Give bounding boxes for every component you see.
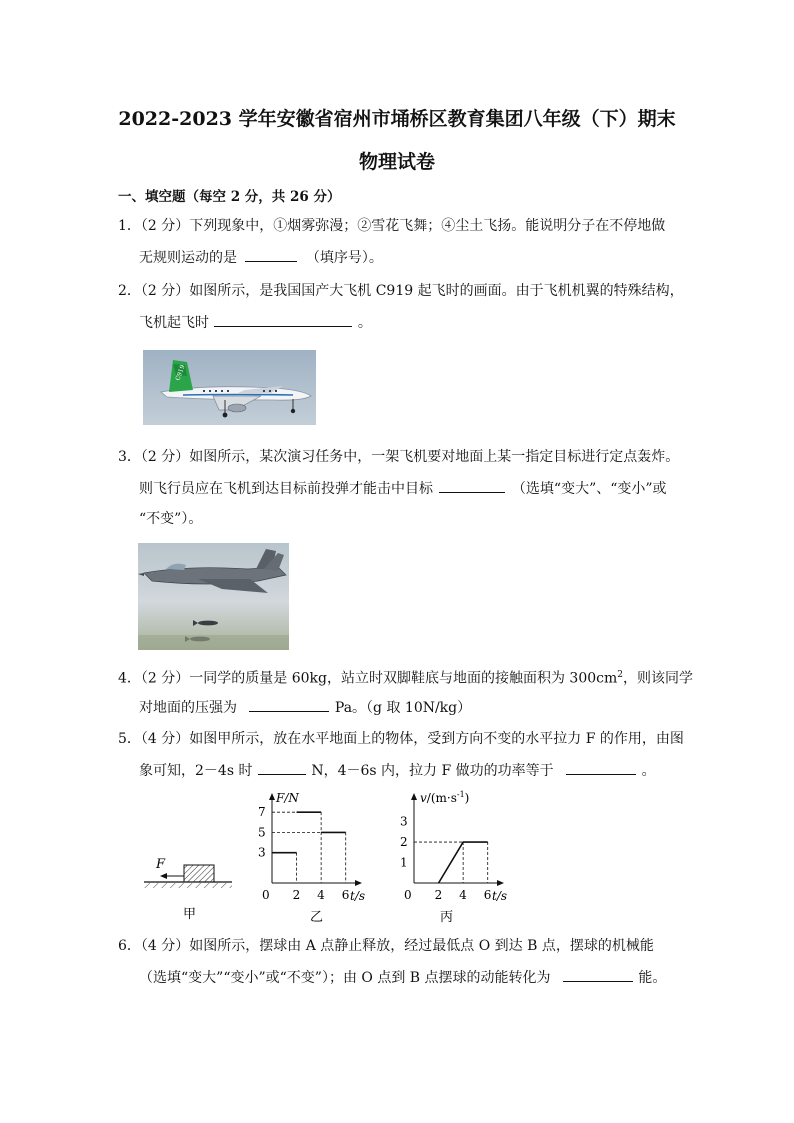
bing-caption: 丙	[440, 910, 454, 925]
q3-text-b: （选填“变大”、“变小”或	[511, 481, 667, 497]
section-heading: 一、填空题（每空 2 分，共 26 分）	[118, 189, 341, 205]
yi-x-axis-label: t/s	[350, 889, 366, 903]
q3-answer-blank[interactable]	[439, 478, 505, 493]
q2-line2	[139, 312, 372, 333]
caption-jia: 甲	[183, 907, 197, 920]
q5-text-a: 象可知，2－4s 时	[139, 763, 253, 779]
exam-title-line1: 2022-2023 学年安徽省宿州市埇桥区教育集团八年级（下）期末	[118, 108, 676, 130]
yi-x-tick-label: 0	[262, 888, 270, 902]
q5-line1: 5．（4 分）如图甲所示，放在水平地面上的物体，受到方向不变的水平拉力 F 的作用，由图	[118, 731, 684, 747]
q2-line1: 2．（2 分）如图所示，是我国国产大飞机 C919 起飞时的画面。由于飞机机翼的特殊结构，	[118, 283, 684, 299]
q2-answer-blank[interactable]	[214, 312, 352, 327]
bing-y-tick-label: 2	[400, 835, 408, 850]
bing-y-tick-label: 3	[400, 814, 408, 829]
q3-line1: 3．（2 分）如图所示，某次演习任务中，一架飞机要对地面上某一指定目标进行定点轰炸。	[118, 449, 680, 465]
c919-airplane-photo	[143, 350, 316, 425]
fighter-jet-bombing-photo	[138, 543, 289, 650]
bing-x-tick-label: 6	[483, 888, 492, 902]
yi-y-tick-label: 3	[258, 845, 266, 860]
q4-line1	[118, 665, 693, 689]
bing-y-tick-label: 1	[400, 855, 408, 870]
bing-x-tick-label: 2	[434, 888, 443, 902]
yi-x-arrow	[355, 880, 362, 886]
ground-hatch	[144, 883, 232, 888]
q5-text-b: N，4－6s 内，拉力 F 做功的功率等于	[311, 763, 554, 779]
yi-caption: 乙	[310, 910, 324, 925]
bing-x-tick-label: 0	[404, 888, 412, 902]
q4-text-d: Pa。（g 取 10N/kg）	[334, 700, 472, 716]
q4-text-b: ，则该同学	[623, 670, 693, 687]
q1-line2	[139, 247, 383, 268]
yi-y-tick-label: 5	[258, 825, 266, 840]
yi-y-tick-label: 7	[258, 805, 266, 820]
bing-x-tick-label: 4	[459, 888, 467, 902]
q6-answer-blank[interactable]	[563, 967, 633, 982]
q6-text-a: （选填“变大”“变小”或“不变”）；由 O 点到 B 点摆球的动能转化为	[139, 970, 551, 986]
q5-answer-blank-1[interactable]	[258, 760, 306, 775]
bing-y-axis-label: $v/(m\cdot s^{-1})$	[420, 790, 470, 805]
yi-y-axis-label: F/N	[276, 791, 299, 805]
q6-line1: 6．（4 分）如图所示，摆球由 A 点静止释放，经过最低点 O 到达 B 点，摆球的机械能	[118, 938, 654, 954]
q1-answer-blank[interactable]	[245, 247, 297, 262]
yi-x-tick-label: 2	[292, 888, 301, 902]
block-object	[184, 865, 214, 882]
q3-line2	[139, 478, 667, 499]
q4-text-a: 4．（2 分）一同学的质量是 60kg，站立时双脚鞋底与地面的接触面积为 300cm	[118, 670, 618, 687]
q2-text-b: 。	[357, 315, 372, 331]
q3-text-a: 则飞行员应在飞机到达目标前投弹才能击中目标	[139, 481, 433, 497]
q1-text-b: （填序号）。	[305, 250, 383, 266]
bing-x-arrow	[497, 880, 504, 886]
force-arrowhead	[160, 873, 167, 879]
chart-yi-force-time	[250, 786, 380, 926]
yi-x-tick-label: 6	[341, 888, 350, 902]
q5-answer-blank-2[interactable]	[566, 760, 636, 775]
exam-title-line2: 物理试卷	[358, 151, 435, 173]
q4-answer-blank[interactable]	[249, 697, 329, 712]
yi-x-tick-label: 4	[317, 888, 325, 902]
q1-text-a: 无规则运动的是	[139, 250, 237, 266]
q5-line2	[139, 760, 656, 781]
q4-text-c: 对地面的压强为	[139, 700, 237, 716]
q2-text-a: 飞机起飞时	[139, 315, 209, 331]
chart-bing-velocity-time	[392, 786, 522, 926]
figure-jia	[140, 850, 240, 920]
tail-mark-text: C919	[174, 364, 187, 382]
bing-y-arrow	[411, 793, 417, 800]
q3-line3: “不变”）。	[139, 511, 203, 527]
yi-y-arrow	[269, 793, 275, 800]
bing-x-axis-label: t/s	[492, 889, 508, 903]
q4-line2	[139, 697, 471, 718]
q6-line2	[139, 967, 666, 988]
q1-line1: 1．（2 分）下列现象中，①烟雾弥漫；②雪花飞舞；④尘土飞扬。能说明分子在不停地做	[118, 218, 666, 234]
force-label: F	[156, 857, 166, 872]
q5-text-c: 。	[641, 763, 656, 779]
q6-text-b: 能。	[638, 970, 667, 986]
q4-superscript: 2	[617, 670, 623, 680]
